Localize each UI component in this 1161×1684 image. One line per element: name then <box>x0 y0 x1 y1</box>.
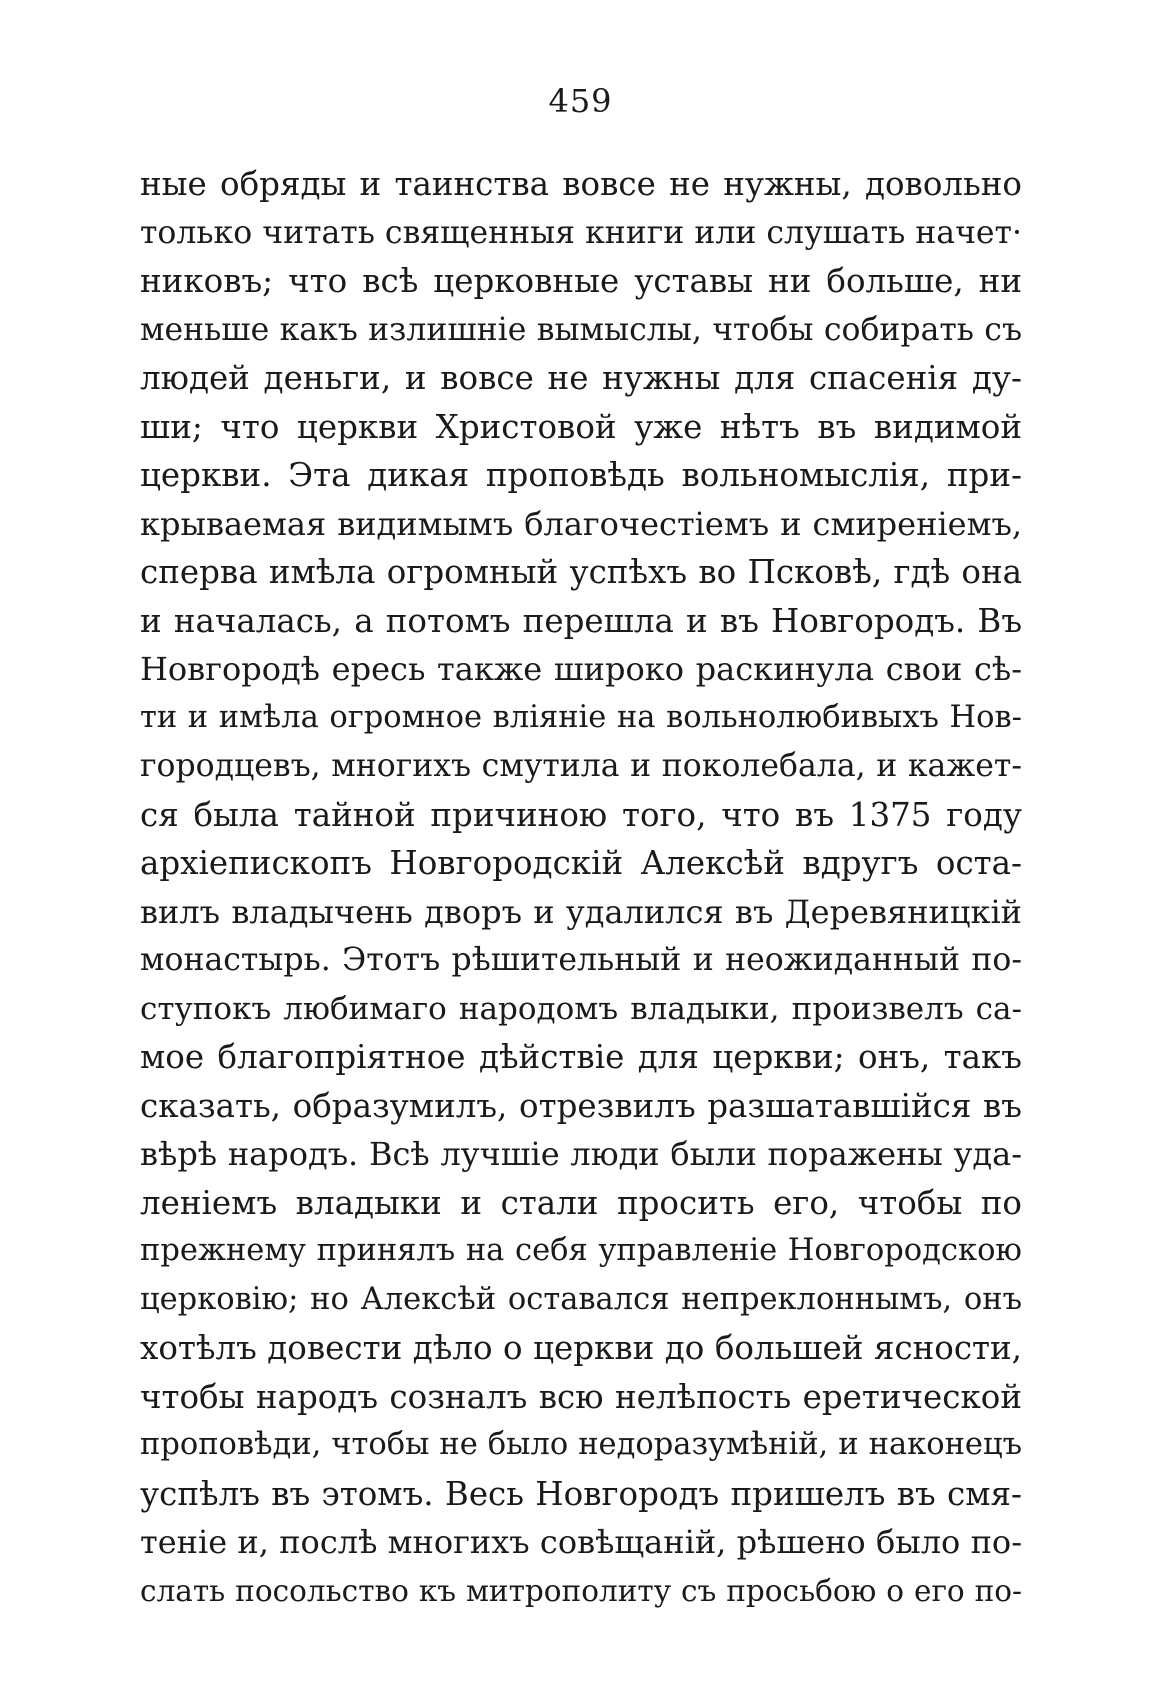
text-line: проповѣди, чтобы не было недоразумѣній, и наконецъ <box>140 1427 1022 1462</box>
text-line: Новгородѣ ересь также широко раскинула свои сѣ- <box>140 650 1022 688</box>
text-line: чтобы народъ созналъ всю нелѣпость еретической <box>140 1377 1022 1416</box>
text-line: ные обряды и таинства вовсе не нужны, довольно <box>140 165 1022 203</box>
text-line: церковію; но Алексѣй оставался непреклоннымъ, онъ <box>140 1281 1022 1317</box>
text-line: и началась, а потомъ перешла и въ Новгородъ. Въ <box>140 601 1022 640</box>
text-line: только читать священныя книги или слушать начет· <box>140 214 1022 251</box>
text-line: хотѣлъ довести дѣло о церкви до большей ясности, <box>140 1329 1022 1367</box>
text-line: церкви. Эта дикая проповѣдь вольномыслія, при- <box>140 456 1022 494</box>
text-line: вѣрѣ народъ. Всѣ лучшіе люди были поражены уда- <box>140 1135 1022 1173</box>
text-line: людей деньги, и вовсе не нужны для спасенія ду- <box>140 359 1022 397</box>
text-line: ши; что церкви Христовой уже нѣтъ въ видимой <box>140 407 1022 446</box>
text-line: успѣлъ въ этомъ. Весь Новгородъ пришелъ въ смя- <box>140 1474 1022 1513</box>
text-line: архіепископъ Новгородскій Алексѣй вдругъ оста- <box>140 844 1022 882</box>
page-number: 459 <box>548 82 613 120</box>
text-line: сказать, образумилъ, отрезвилъ разшатавшійся въ <box>140 1086 1022 1125</box>
text-line: слать посольство къ митрополиту съ просьбою о его по- <box>140 1573 1022 1608</box>
text-line: меньше какъ излишніе вымыслы, чтобы собирать съ <box>140 311 1022 348</box>
text-line: монастырь. Этотъ рѣшительный и неожиданный по- <box>140 942 1022 978</box>
text-line: сперва имѣла огромный успѣхъ во Псковѣ, гдѣ она <box>140 553 1022 591</box>
text-line: теніе и, послѣ многихъ совѣщаній, рѣшено было по- <box>140 1523 1022 1561</box>
text-body <box>140 160 1022 1615</box>
text-line: прежнему принялъ на себя управленіе Новгородскою <box>140 1233 1022 1268</box>
text-line: крываемая видимымъ благочестіемъ и смиреніемъ, <box>140 504 1022 543</box>
text-line: вилъ владычень дворъ и удалился въ Деревяницкій <box>140 892 1022 931</box>
text-line: ступокъ любимаго народомъ владыки, произвелъ са- <box>140 990 1022 1027</box>
text-line: ти и имѣла огромное вліяніе на вольнолюбивыхъ Нов- <box>140 699 1022 735</box>
text-line: ся была тайной причиною того, что въ 1375 году <box>140 795 1022 834</box>
text-line: городцевъ, многихъ смутила и поколебала, и кажет- <box>140 748 1022 784</box>
text-line: мое благопріятное дѣйствіе для церкви; онъ, такъ <box>140 1038 1022 1076</box>
text-line: никовъ; что всѣ церковные уставы ни больше, ни <box>140 262 1022 300</box>
text-line: леніемъ владыки и стали просить его, чтобы по <box>140 1183 1022 1222</box>
